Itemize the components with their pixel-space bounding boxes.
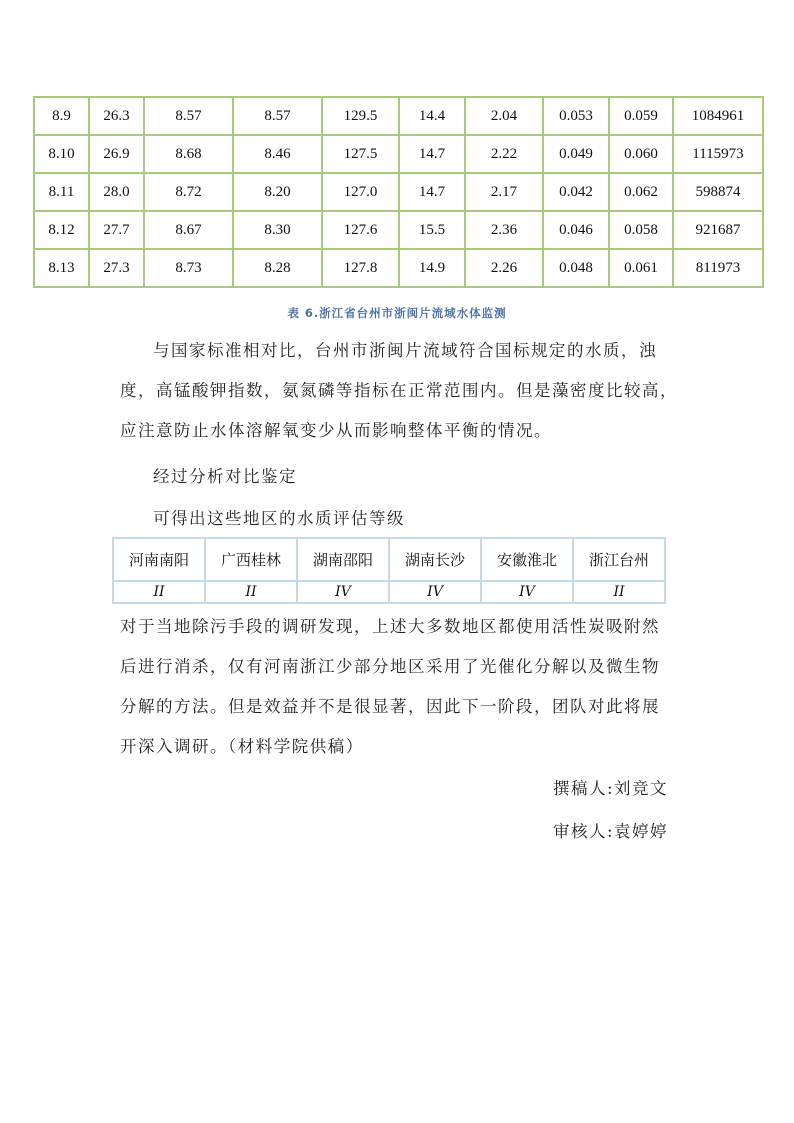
table-cell: 127.5 (322, 135, 399, 173)
region-cell: 湖南长沙 (389, 538, 481, 581)
table-cell: 27.3 (89, 249, 144, 287)
table-cell: 8.46 (233, 135, 322, 173)
table-cell: 0.062 (609, 173, 673, 211)
table-cell: 0.061 (609, 249, 673, 287)
grade-cell: IV (297, 581, 389, 603)
table-cell: 129.5 (322, 97, 399, 135)
table-cell: 8.30 (233, 211, 322, 249)
table-cell: 8.13 (34, 249, 89, 287)
table-cell: 26.3 (89, 97, 144, 135)
region-cell: 浙江台州 (573, 538, 665, 581)
table-caption: 表 6.浙江省台州市浙闽片流域水体监测 (287, 306, 507, 320)
table-cell: 8.57 (233, 97, 322, 135)
table-cell: 0.046 (543, 211, 609, 249)
table-row (34, 249, 763, 287)
table-cell: 1115973 (673, 135, 763, 173)
paragraph-research (120, 607, 680, 767)
table-cell: 8.57 (144, 97, 233, 135)
table-cell: 8.20 (233, 173, 322, 211)
paragraph-comparison (120, 331, 680, 451)
grade-intro-line: 可得出这些地区的水质评估等级 (153, 509, 405, 528)
table-row (34, 97, 763, 135)
table-cell: 8.72 (144, 173, 233, 211)
paragraph-line: 与国家标准相对比，台州市浙闽片流域符合国标规定的水质，浊 (153, 341, 657, 360)
table-cell: 26.9 (89, 135, 144, 173)
table-cell: 921687 (673, 211, 763, 249)
table-cell: 127.0 (322, 173, 399, 211)
region-cell: 广西桂林 (205, 538, 297, 581)
grade-cell: II (573, 581, 665, 603)
table-cell: 2.22 (465, 135, 543, 173)
table-cell: 15.5 (399, 211, 465, 249)
table-row (34, 211, 763, 249)
table-cell: 8.10 (34, 135, 89, 173)
table-cell: 14.9 (399, 249, 465, 287)
grade-cell: II (113, 581, 205, 603)
table-cell: 2.17 (465, 173, 543, 211)
table-cell: 1084961 (673, 97, 763, 135)
table-cell: 0.042 (543, 173, 609, 211)
author-credit: 撰稿人:刘竞文 (552, 779, 668, 798)
table-cell: 8.73 (144, 249, 233, 287)
table-cell: 2.26 (465, 249, 543, 287)
table-cell: 0.060 (609, 135, 673, 173)
grade-cell: IV (481, 581, 573, 603)
table-cell: 0.053 (543, 97, 609, 135)
table-cell: 28.0 (89, 173, 144, 211)
table-cell: 14.7 (399, 173, 465, 211)
table-cell: 8.68 (144, 135, 233, 173)
table-cell: 127.6 (322, 211, 399, 249)
analysis-line: 经过分析对比鉴定 (153, 467, 297, 486)
paragraph-line: 后进行消杀，仅有河南浙江少部分地区采用了光催化分解以及微生物 (120, 657, 660, 676)
table-row (34, 173, 763, 211)
table-cell: 2.04 (465, 97, 543, 135)
reviewer-credit: 审核人:袁婷婷 (552, 822, 668, 841)
table-cell: 14.7 (399, 135, 465, 173)
paragraph-line: 开深入调研。（材料学院供稿） (120, 737, 364, 756)
table-cell: 8.28 (233, 249, 322, 287)
table-cell: 8.12 (34, 211, 89, 249)
table-cell: 0.059 (609, 97, 673, 135)
water-grade-table (112, 537, 666, 604)
paragraph-line: 度，高锰酸钾指数，氨氮磷等指标在正常范围内。但是藻密度比较高， (120, 381, 678, 400)
paragraph-line: 分解的方法。但是效益并不是很显著，因此下一阶段，团队对此将展 (120, 697, 660, 716)
region-cell: 安徽淮北 (481, 538, 573, 581)
table-cell: 0.058 (609, 211, 673, 249)
grade-cell: II (205, 581, 297, 603)
grade-row (113, 581, 665, 603)
region-cell: 湖南邵阳 (297, 538, 389, 581)
paragraph-line: 应注意防止水体溶解氧变少从而影响整体平衡的情况。 (120, 421, 552, 440)
table-row (34, 135, 763, 173)
region-row (113, 538, 665, 581)
table-cell: 0.049 (543, 135, 609, 173)
region-cell: 河南南阳 (113, 538, 205, 581)
table-cell: 8.9 (34, 97, 89, 135)
paragraph-line: 对于当地除污手段的调研发现，上述大多数地区都使用活性炭吸附然 (120, 617, 660, 636)
table-cell: 27.7 (89, 211, 144, 249)
table-cell: 811973 (673, 249, 763, 287)
table-cell: 0.048 (543, 249, 609, 287)
table-cell: 14.4 (399, 97, 465, 135)
table-cell: 598874 (673, 173, 763, 211)
monitoring-data-table (33, 96, 764, 288)
table-cell: 8.11 (34, 173, 89, 211)
table-cell: 2.36 (465, 211, 543, 249)
table-cell: 8.67 (144, 211, 233, 249)
grade-cell: IV (389, 581, 481, 603)
table-cell: 127.8 (322, 249, 399, 287)
